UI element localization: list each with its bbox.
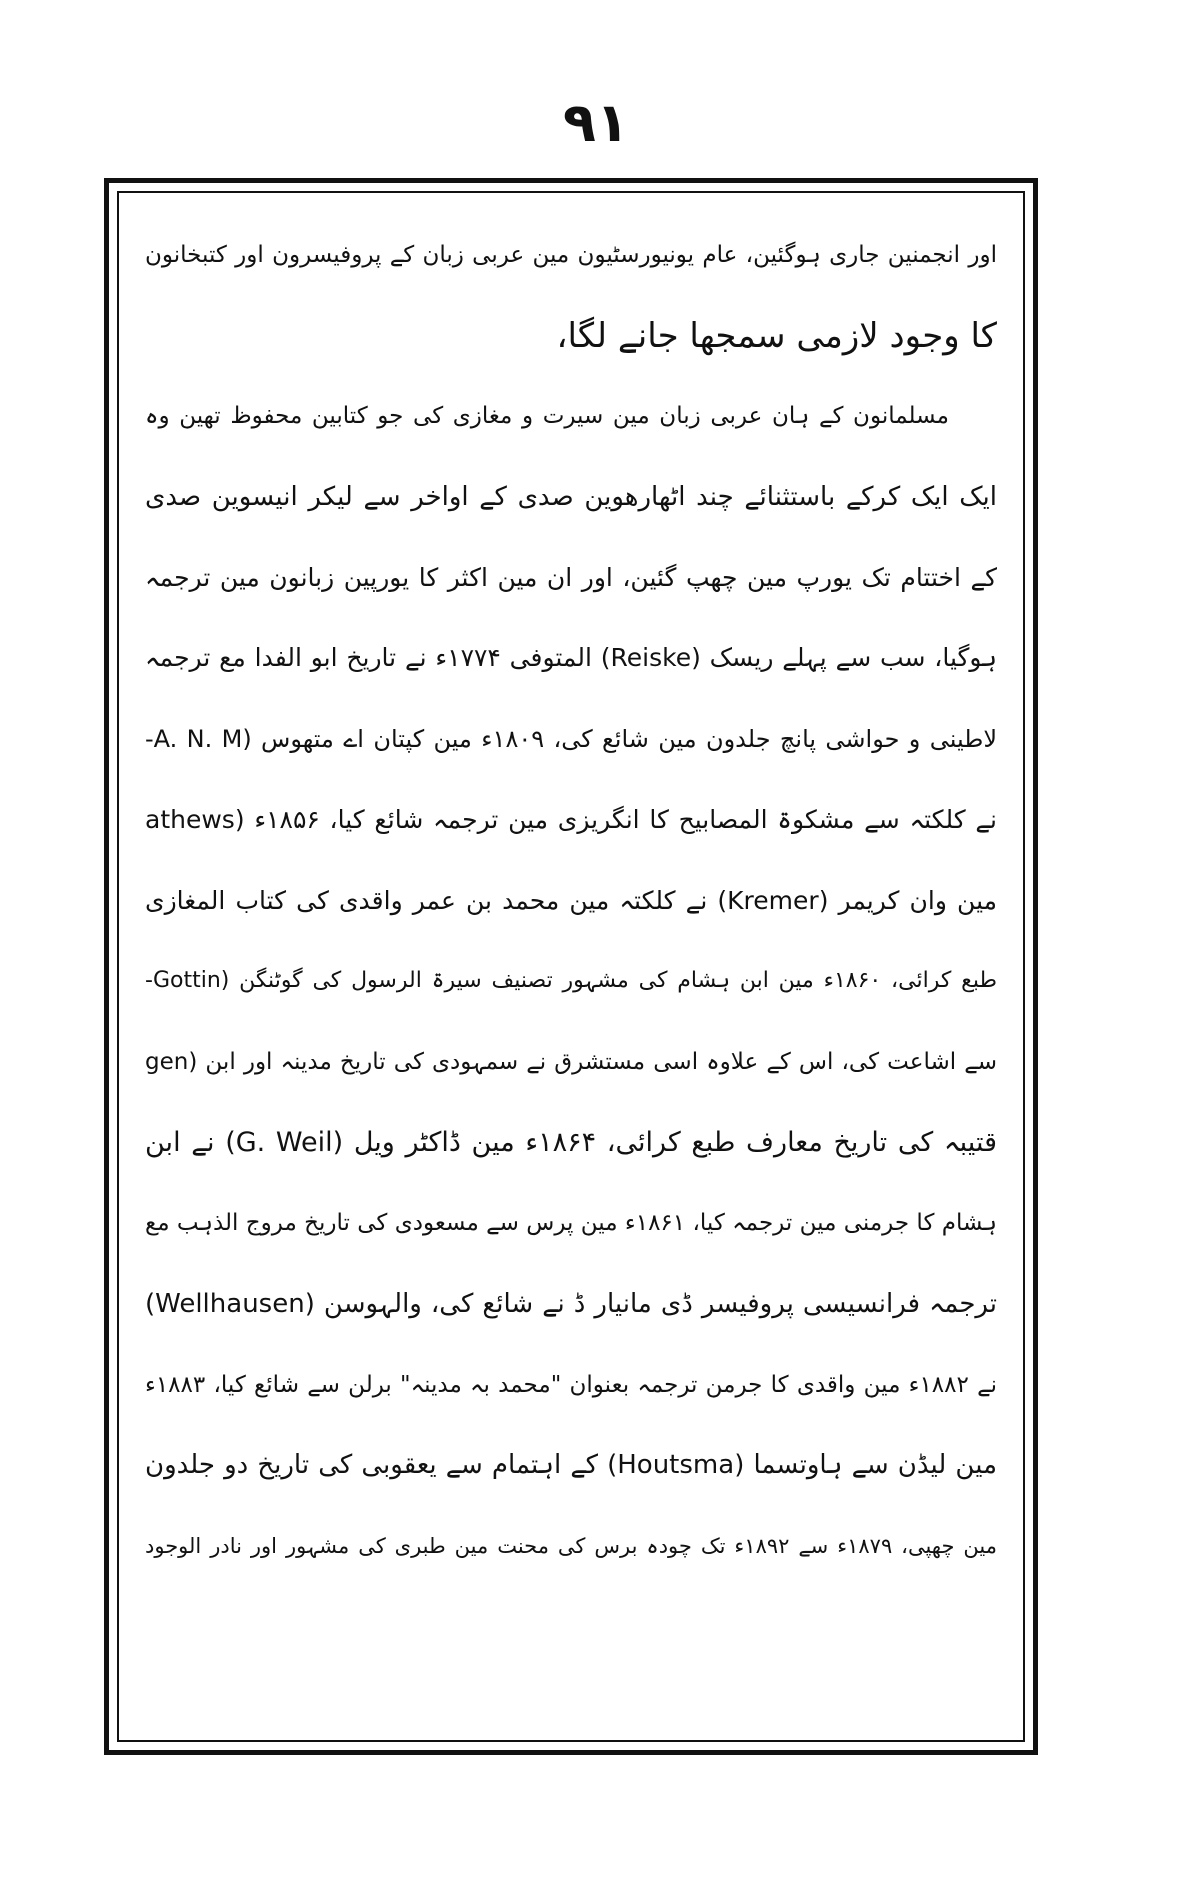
text-line: مین لیڈن سے ہاوتسما (Houtsma) کے اہتمام سے یعقوبی کی تاریخ دو جلدون [145, 1450, 997, 1481]
text-line: کا وجود لازمی سمجھا جانے لگا، [556, 315, 997, 356]
body-text [145, 215, 997, 1720]
text-line: طبع کرائی، ۱۸۶۰ء مین ابن ہشام کی مشہور تصنیف سیرۃ الرسول کی گوٹنگن (Gottin- [145, 968, 997, 994]
text-line: مین وان کریمر (Kremer) نے کلکتہ مین محمد بن عمر واقدی کی کتاب المغازی [145, 885, 997, 915]
text-line: مسلمانون کے ہان عربی زبان مین سیرت و مغازی کی جو کتابین محفوظ تھین وہ [145, 403, 949, 430]
page-border-outer [104, 178, 1038, 1755]
text-line: کے اختتام تک یورپ مین چھپ گئین، اور ان مین اکثر کا یورپین زبانون مین ترجمہ [145, 562, 997, 592]
page-number: ۹۱ [563, 91, 629, 154]
text-line: نے ۱۸۸۲ء مین واقدی کا جرمن ترجمہ بعنوان "محمد بہ مدینہ" برلن سے شائع کیا، ۱۸۸۳ء [145, 1371, 997, 1398]
text-line: اور انجمنین جاری ہوگئین، عام یونیورسٹیون مین عربی زبان کے پروفیسرون اور کتبخانون [145, 242, 997, 268]
page-border-inner [117, 191, 1025, 1742]
text-line: ترجمہ فرانسیسی پروفیسر ڈی مانیار ڈ نے شائع کی، والہوسن (Wellhausen) [145, 1288, 997, 1319]
text-line: ہوگیا، سب سے پہلے ریسک (Reiske) المتوفی ۱۷۷۴ء نے تاریخ ابو الفدا مع ترجمہ [145, 643, 997, 673]
text-line: قتیبہ کی تاریخ معارف طبع کرائی، ۱۸۶۴ء مین ڈاکٹر ویل (G. Weil) نے ابن [145, 1126, 997, 1158]
text-line: athews) نے کلکتہ سے مشکوۃ المصابیح کا انگریزی مین ترجمہ شائع کیا، ۱۸۵۶ء [145, 804, 997, 834]
text-line: gen) سے اشاعت کی، اس کے علاوہ اسی مستشرق نے سمہودی کی تاریخ مدینہ اور ابن [145, 1048, 997, 1075]
text-line: مین چھپی، ۱۸۷۹ء سے ۱۸۹۲ء تک چودہ برس کی محنت مین طبری کی مشہور اور نادر الوجود [145, 1534, 997, 1558]
text-line: ہشام کا جرمنی مین ترجمہ کیا، ۱۸۶۱ء مین پرس سے مسعودی کی تاریخ مروج الذہب مع [145, 1210, 997, 1237]
text-line: ایک ایک کرکے باستثنائے چند اٹھارھوین صدی کے اواخر سے لیکر انیسوین صدی [145, 482, 997, 513]
text-line: لاطینی و حواشی پانچ جلدون مین شائع کی، ۱۸۰۹ء مین کپتان اے متھوس (A. N. M- [145, 725, 997, 754]
